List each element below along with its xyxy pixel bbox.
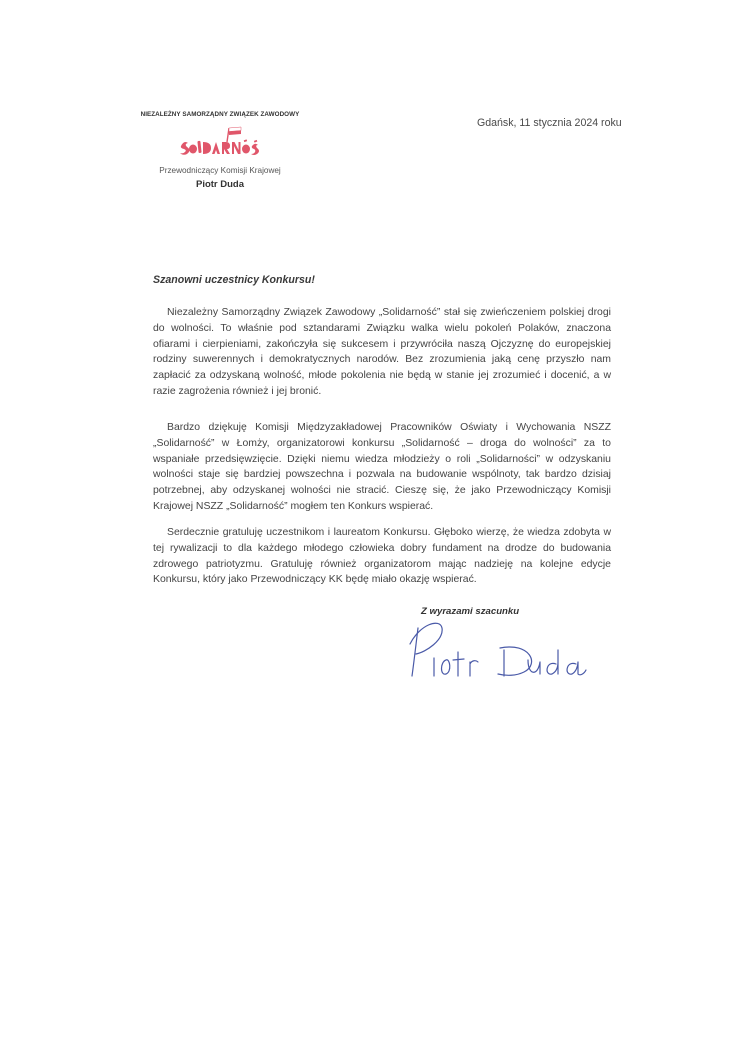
date-line: Gdańsk, 11 stycznia 2024 roku — [477, 117, 622, 129]
organization-name: NIEZALEŻNY SAMORZĄDNY ZWIĄZEK ZAWODOWY — [140, 111, 300, 118]
handwritten-signature — [400, 614, 600, 684]
solidarnosc-logo — [177, 124, 263, 158]
salutation: Szanowni uczestnicy Konkursu! — [153, 274, 315, 286]
paragraph: Bardzo dziękuję Komisji Międzyzakładowej Pracowników Oświaty i Wychowania NSZZ „Solidarność” w Łomży, organizatorowi konkursu „Solidarność – droga do wolności” za to wspaniałe przedsięwzięcie. Dzięki niemu wiedza młodzieży o roli „Solidarności” w odzyskaniu wolności staje się bardziej powszechna i pozwala na budowanie wspólnoty, tak bardzo dzisiaj potrzebnej, aby odzyskanej wolności nie stracić. Cieszę się, że jako Przewodniczący Komisji Krajowej NSZZ „Solidarność” mogłem ten Konkurs wspierać. — [153, 422, 611, 512]
paragraph: Serdecznie gratuluję uczestnikom i laureatom Konkursu. Głęboko wierzę, że wiedza zdobyta w tej rywalizacji to dla każdego młodego człowieka dobry fundament na drodze do budowania zdrowego patriotyzmu. Gratuluję również organizatorom mając nadzieję na kolejne edycje Konkursu, który jako Przewodniczący KK będę miało okazję wspierać. — [153, 527, 611, 586]
closing-line: Z wyrazami szacunku — [421, 606, 520, 617]
chair-name: Piotr Duda — [195, 179, 245, 190]
paragraph: Niezależny Samorządny Związek Zawodowy „Solidarność” stał się zwieńczeniem polskiej drogi do wolności. To właśnie pod sztandarami Związku walka wielu pokoleń Polaków, znaczona ofiarami i cierpieniami, zakończyła się sukcesem i przywróciła naszą Ojczyznę do europejskiej rodziny suwerennych i demokratycznych narodów. Bez zrozumienia jaką cenę przyszło nam zapłacić za odzyskaną wolność, młode pokolenia nie będą w stanie jej zrozumieć i docenić, a w razie zagrożenia również i jej bronić. — [153, 307, 611, 397]
chair-title: Przewodniczący Komisji Krajowej — [159, 166, 281, 175]
letterhead — [110, 111, 330, 190]
